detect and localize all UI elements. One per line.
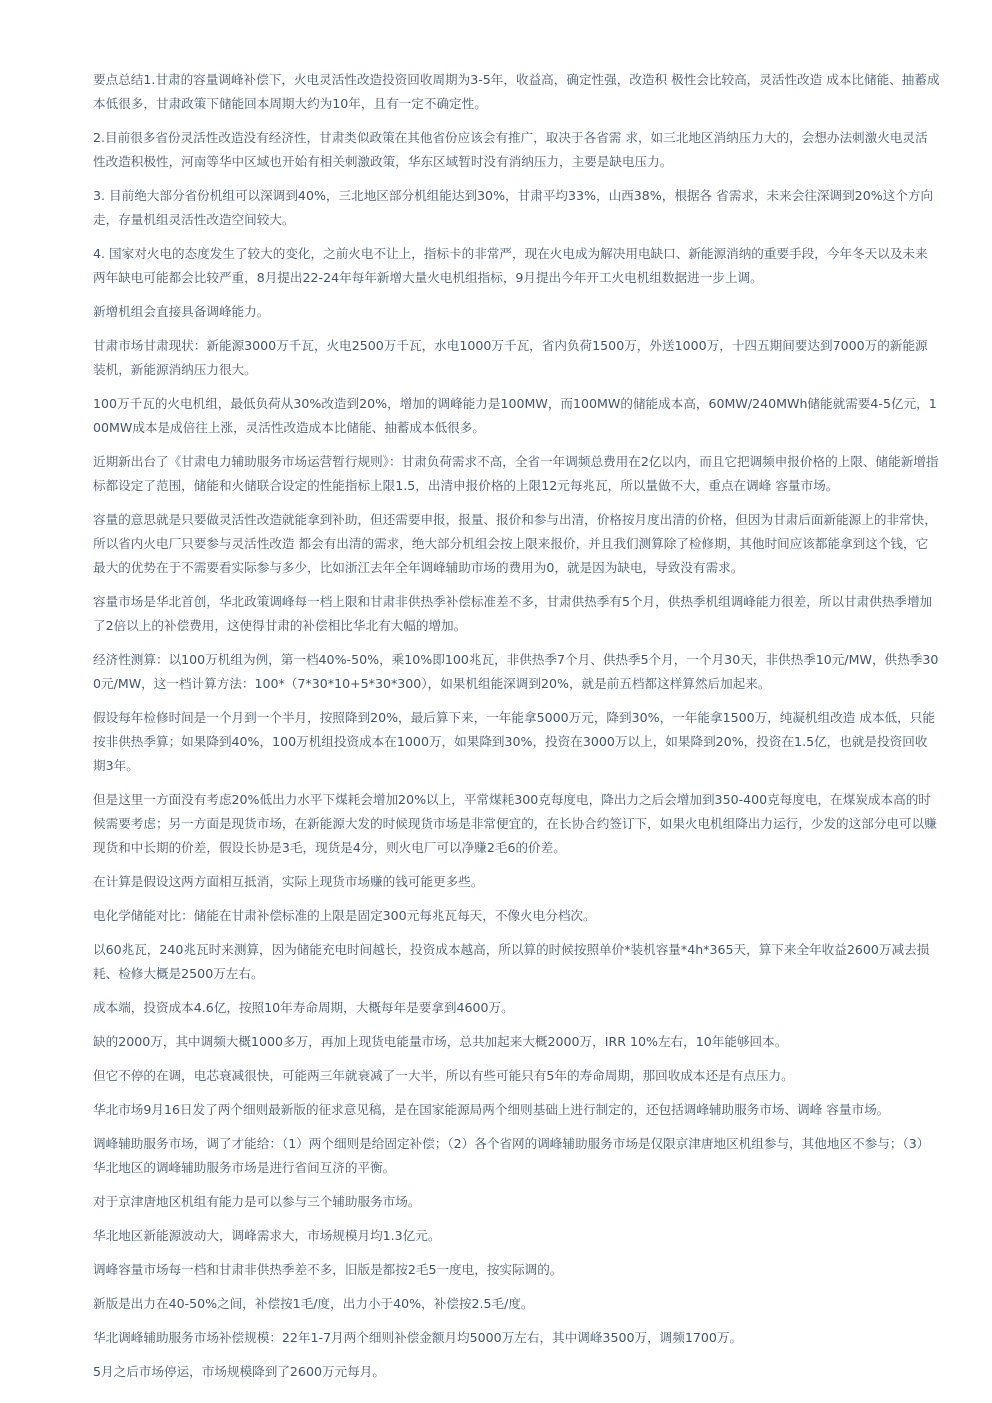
paragraph-unit-retrofit: 100万千瓦的火电机组，最低负荷从30%改造到20%，增加的调峰能力是100MW，而100MW的储能成本高，60MW/240MWh储能就需要4-5亿元，100MW成本是成倍往上涨，灵活性改造成本比储能、抽蓄成本低很多。 — [93, 396, 937, 435]
paragraph-storage-compare: 电化学储能对比：储能在甘肃补偿标准的上限是固定300元每兆瓦每天，不像火电分档次。 — [93, 908, 596, 923]
paragraph-economics: 经济性测算：以100万机组为例，第一档40%-50%，乘10%即100兆瓦，非供热季7个月、供热季5个月，一个月30天，非供热季10元/MW，供热季300元/MW，这一档计算方法：100*（7*30*10+5*30*300），如果机组能深调到20%，就是前五档都这样算然后加起来。 — [93, 652, 939, 691]
paragraph-summary-3: 3. 目前绝大部分省份机组可以深调到40%，三北地区部分机组能达到30%，甘肃平均33%，山西38%，根据各 省需求，未来会往深调到20%这个方向走，存量机组灵活性改造空间较大。 — [93, 188, 934, 227]
paragraph-offset-assumption: 在计算是假设这两方面相互抵消，实际上现货市场赚的钱可能更多些。 — [93, 874, 484, 889]
paragraph-market-size: 华北地区新能源波动大，调峰需求大，市场规模月均1.3亿元。 — [93, 1228, 441, 1243]
paragraph-cost-side: 成本端，投资成本4.6亿，按照10年寿命周期，大概每年是要拿到4600万。 — [93, 1000, 514, 1015]
paragraph-new-rules: 近期新出台了《甘肃电力辅助服务市场运营暂行规则》：甘肃负荷需求不高，全省一年调频总费用在2亿以内，而且它把调频申报价格的上限、储能新增指标都设定了范围，储能和火储联合设定的性能指标上限1.5，出清申报价格的上限12元每兆瓦，所以量做不大，重点在调峰 容量市场。 — [93, 454, 939, 493]
paragraph-summary-1: 要点总结1.甘肃的容量调峰补偿下，火电灵活性改造投资回收周期为3-5年，收益高，确定性强，改造积 极性会比较高，灵活性改造 成本比储能、抽蓄成本低很多，甘肃政策下储能回本周期大约为10年，且有一定不确定性。 — [93, 72, 940, 111]
paragraph-summary-4: 4. 国家对火电的态度发生了较大的变化，之前火电不让上，指标卡的非常严，现在火电成为解决用电缺口、新能源消纳的重要手段，今年冬天以及未来两年缺电可能都会比较严重，8月提出22-24年每年新增大量火电机组指标，9月提出今年开工火电机组数据进一步上调。 — [93, 246, 928, 285]
paragraph-maintenance-assumption: 假设每年检修时间是一个月到一个半月，按照降到20%，最后算下来，一年能拿5000万元，降到30%，一年能拿1500万，纯凝机组改造 成本低，只能按非供热季算；如果降到40%，100万机组投资成本在1000万，如果降到30%，投资在3000万以上，如果降到20%，投资在1.5亿，也就是投资回收期3年。 — [93, 710, 935, 773]
paragraph-capacity-market: 容量市场是华北首创，华北政策调峰每一档上限和甘肃非供热季补偿标准差不多，甘肃供热季有5个月，供热季机组调峰能力很差，所以甘肃供热季增加了2倍以上的补偿费用，这使得甘肃的补偿相比华北有大幅的增加。 — [93, 594, 933, 633]
paragraph-compensation-scale: 华北调峰辅助服务市场补偿规模：22年1-7月两个细则补偿金额月均5000万左右，其中调峰3500万，调频1700万。 — [93, 1330, 743, 1345]
paragraph-gap: 缺的2000万，其中调频大概1000多万，再加上现货电能量市场，总共加起来大概2000万，IRR 10%左右，10年能够回本。 — [93, 1034, 788, 1049]
paragraph-capacity-meaning: 容量的意思就是只要做灵活性改造就能拿到补助，但还需要申报，报量、报价和参与出清，价格按月度出清的价格，但因为甘肃后面新能源上的非常快，所以省内火电厂只要参与灵活性改造 都会有出清的需求，绝大部分机组会按上限来报价，并且我们测算除了检修期，其他时间应该都能拿到这个钱，它最大的优势在于不需要看实际参与多少，比如浙江去年全年调峰辅助市场的费用为0，就是因为缺电，导致没有需求。 — [93, 512, 937, 575]
paragraph-peak-service-market: 调峰辅助服务市场，调了才能给：（1）两个细则是给固定补偿；（2）各个省网的调峰辅助服务市场是仅限京津唐地区机组参与，其他地区不参与；（3）华北地区的调峰辅助服务市场是进行省间互济的平衡。 — [93, 1136, 930, 1175]
paragraph-storage-calc: 以60兆瓦，240兆瓦时来测算，因为储能充电时间越长，投资成本越高，所以算的时候按照单价*装机容量*4h*365天，算下来全年收益2600万减去损耗、检修大概是2500万左右。 — [93, 942, 930, 981]
paragraph-summary-2: 2.目前很多省份灵活性改造没有经济性，甘肃类似政策在其他省份应该会有推广，取决于各省需 求，如三北地区消纳压力大的，会想办法刺激火电灵活性改造积极性，河南等华中区域也开始有相关刺激政策，华东区域暂时没有消纳压力，主要是缺电压力。 — [93, 130, 928, 169]
paragraph-gansu-status: 甘肃市场甘肃现状：新能源3000万千瓦，火电2500万千瓦，水电1000万千瓦，省内负荷1500万，外送1000万，十四五期间要达到7000万的新能源装机，新能源消纳压力很大。 — [93, 338, 928, 377]
paragraph-degradation: 但它不停的在调，电芯衰减很快，可能两三年就衰减了一大半，所以有些可能只有5年的寿命周期，那回收成本还是有点压力。 — [93, 1068, 794, 1083]
paragraph-old-version: 调峰容量市场每一档和甘肃非供热季差不多，旧版是都按2毛5一度电，按实际调的。 — [93, 1262, 563, 1277]
paragraph-north-china-market: 华北市场9月16日发了两个细则最新版的征求意见稿，是在国家能源局两个细则基础上进行制定的，还包括调峰辅助服务市场、调峰 容量市场。 — [93, 1102, 890, 1117]
paragraph-new-units: 新增机组会直接具备调峰能力。 — [93, 304, 270, 319]
paragraph-market-suspension: 5月之后市场停运，市场规模降到了2600万元每月。 — [93, 1364, 385, 1379]
paragraph-jingjintang: 对于京津唐地区机组有能力是可以参与三个辅助服务市场。 — [93, 1194, 421, 1209]
paragraph-coal-and-spot: 但是这里一方面没有考虑20%低出力水平下煤耗会增加20%以上，平常煤耗300克每度电，降出力之后会增加到350-400克每度电，在煤炭成本高的时候需要考虑；另一方面是现货市场，在新能源大发的时候现货市场是非常便宜的，在长协合约签订下，如果火电机组降出力运行，少发的这部分电可以赚现货和中长期的价差，假设长协是3毛，现货是4分，则火电厂可以净赚2毛6的价差。 — [93, 792, 937, 855]
paragraph-new-version: 新版是出力在40-50%之间，补偿按1毛/度，出力小于40%，补偿按2.5毛/度。 — [93, 1296, 534, 1311]
